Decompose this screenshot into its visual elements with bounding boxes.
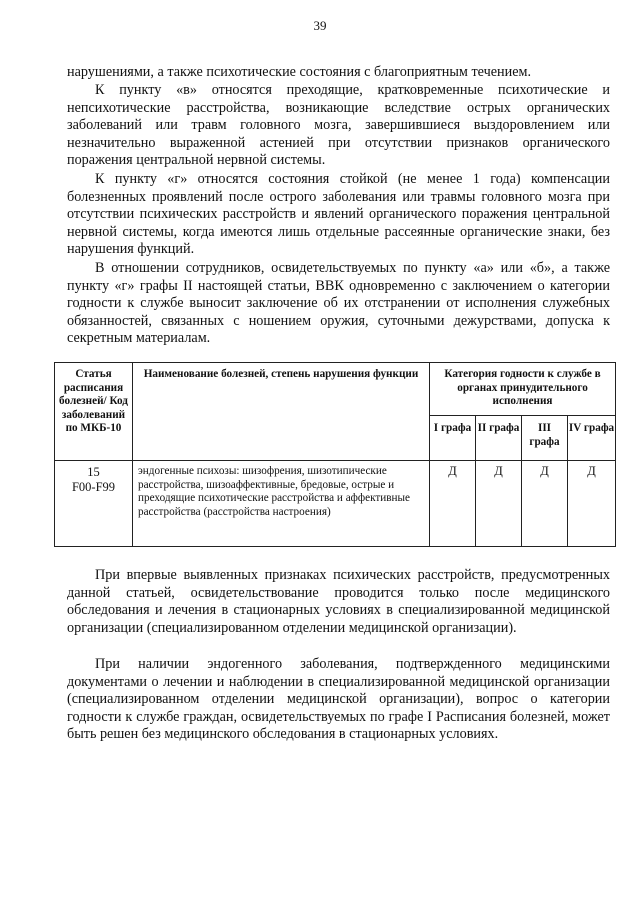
icd-code: F00-F99 — [71, 480, 116, 494]
cell-value-4: Д — [568, 461, 616, 547]
paragraph-continuation: нарушениями, а также психотические состояния с благоприятным течением. — [67, 64, 532, 80]
cell-value-3: Д — [522, 461, 568, 547]
cell-article-code — [55, 461, 133, 547]
header-column-2: II графа — [476, 416, 522, 461]
cell-description: эндогенные психозы: шизофрения, шизотипические расстройства, шизоаффективные, бредовые, острые и преходящие психотические расстройства и аффективные расстройства (расстройства настроения) — [133, 461, 430, 547]
header-fitness-category: Категория годности к службе в органах принудительного исполнения — [430, 363, 616, 416]
page-number: 39 — [313, 18, 327, 33]
paragraph-vvk-conclusion: В отношении сотрудников, освидетельствуемых по пункту «а» или «б», а также пункту «г» графы II настоящей статьи, ВВК одновременно с заключением о категории годности к службе выносит заключение об их отстранении от исполнения служебных обязанностей, связанных с ношением оружия, суточными дежурствами, допуска к секретным материалам. — [67, 260, 610, 347]
cell-value-2: Д — [476, 461, 522, 547]
table-row — [55, 461, 616, 547]
paragraph-point-g: К пункту «г» относятся состояния стойкой (не менее 1 года) компенсации болезненных проявлений после острого заболевания или травмы головного мозга при отсутствии психических расстройств и явлений органического поражения центральной нервной системы, когда имеются лишь отдельные рассеянные органические знаки, без нарушения функций. — [67, 171, 610, 258]
disease-schedule-table — [54, 362, 616, 547]
paragraph-point-v: К пункту «в» относятся преходящие, кратковременные психотические и непсихотические расстройства, возникающие вследствие острых органических заболеваний или травм головного мозга, завершившиеся выздоровлением или незначительно выраженной астенией при отсутствии признаков органического поражения центральной нервной системы. — [67, 82, 610, 169]
header-article-code: Статья расписания болезней/ Код заболеваний по МКБ-10 — [55, 363, 133, 461]
paragraph-endogenous: При наличии эндогенного заболевания, подтвержденного медицинскими документами о лечении и наблюдении в специализированной медицинской организации (специализированном отделении медицинской организации), вопрос о категории годности к службе граждан, освидетельствуемых по графе I Расписания болезней, может быть решен без медицинского обследования в стационарных условиях. — [67, 656, 610, 743]
paragraph-first-detected: При впервые выявленных признаках психических расстройств, предусмотренных данной статьей, освидетельствование проводится только после медицинского обследования и лечения в стационарных условиях в специализированной медицинской организации (специализированном отделении медицинской организации). — [67, 567, 610, 636]
header-column-3: III графа — [522, 416, 568, 461]
header-disease-name: Наименование болезней, степень нарушения функции — [133, 363, 430, 461]
cell-value-1: Д — [430, 461, 476, 547]
article-number: 15 — [87, 465, 100, 479]
header-column-4: IV графа — [568, 416, 616, 461]
header-column-1: I графа — [430, 416, 476, 461]
